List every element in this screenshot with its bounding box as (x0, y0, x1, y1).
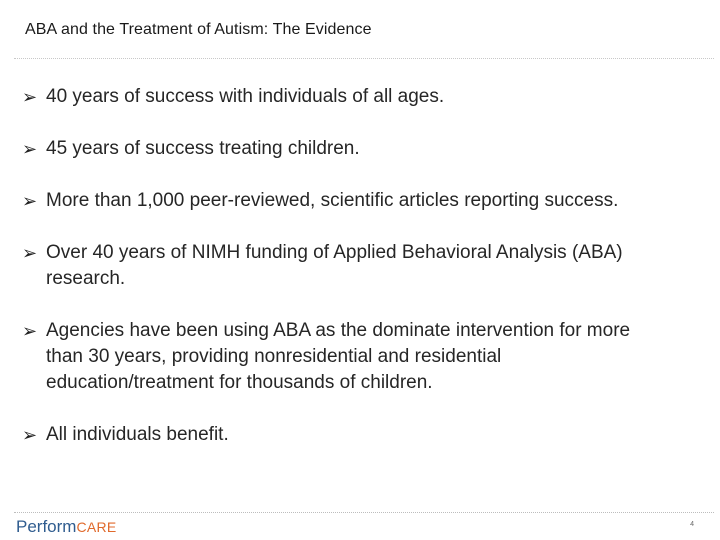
bullet-item (22, 136, 672, 162)
bullet-item (22, 318, 672, 396)
arrow-bullet-icon: ➢ (22, 321, 38, 341)
bullet-text: Over 40 years of NIMH funding of Applied Behavioral Analysis (ABA) research. (46, 242, 623, 289)
bullet-text: Agencies have been using ABA as the dominate intervention for more than 30 years, providing nonresidential and residential education/treatment for thousands of children. (46, 320, 631, 393)
bullet-list (22, 84, 672, 474)
logo-text-care: CARE (76, 519, 117, 535)
bullet-item (22, 188, 672, 214)
page-number: 4 (690, 521, 694, 528)
bullet-text: All individuals benefit. (46, 424, 229, 445)
bullet-item (22, 422, 672, 448)
bullet-item (22, 240, 672, 292)
footer-divider (14, 512, 714, 513)
bullet-text: 40 years of success with individuals of all ages. (46, 86, 445, 107)
arrow-bullet-icon: ➢ (22, 425, 38, 445)
bullet-item (22, 84, 672, 110)
arrow-bullet-icon: ➢ (22, 191, 38, 211)
arrow-bullet-icon: ➢ (22, 87, 38, 107)
arrow-bullet-icon: ➢ (22, 243, 38, 263)
bullet-text: 45 years of success treating children. (46, 138, 360, 159)
logo-text-perform: Perform (16, 517, 77, 536)
title-divider (14, 58, 714, 59)
slide-title: ABA and the Treatment of Autism: The Evidence (25, 21, 372, 38)
bullet-text: More than 1,000 peer-reviewed, scientific articles reporting success. (46, 190, 619, 211)
arrow-bullet-icon: ➢ (22, 139, 38, 159)
performcare-logo (16, 517, 117, 537)
